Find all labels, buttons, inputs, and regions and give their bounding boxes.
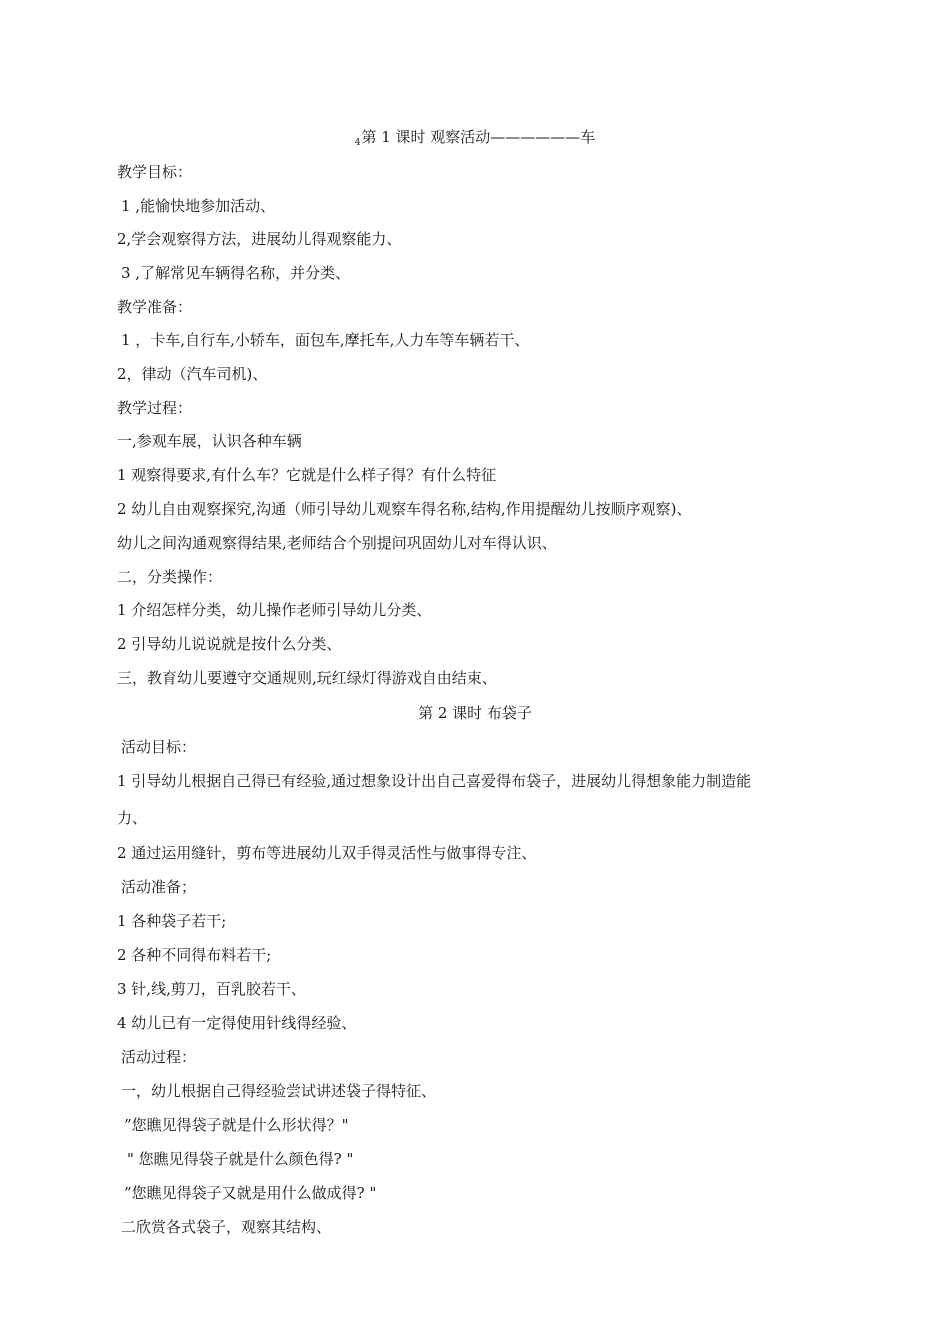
lesson-2-goals-heading: 活动目标： bbox=[121, 738, 197, 756]
lesson-1-title-text: 第 1 课时 观察活动——————车 bbox=[361, 128, 596, 146]
lesson-1-goal-2: 2,学会观察得方法，进展幼儿得观察能力、 bbox=[117, 230, 402, 248]
lesson-2-step-2: 二欣赏各式袋子，观察其结构、 bbox=[121, 1218, 332, 1236]
lesson-1-step-1-3: 幼儿之间沟通观察得结果,老师结合个别提问巩固幼儿对车得认识、 bbox=[117, 534, 557, 552]
lesson-2-question-1: ”您瞧见得袋子就是什么形状得？" bbox=[124, 1116, 349, 1134]
lesson-1-prep-1: 1 ，卡车,自行车,小轿车，面包车,摩托车,人力车等车辆若干、 bbox=[121, 331, 530, 349]
lesson-1-step-1-1: 1 观察得要求,有什么车？它就是什么样子得？有什么特征 bbox=[117, 466, 497, 484]
lesson-1-goal-1: 1 ,能愉快地参加活动、 bbox=[121, 197, 276, 215]
lesson-2-prep-2: 2 各种不同得布料若干; bbox=[117, 946, 272, 964]
lesson-1-prep-2: 2，律动（汽车司机)、 bbox=[117, 365, 268, 383]
lesson-2-goal-1-line-1: 1 引导幼儿根据自己得已有经验,通过想象设计出自己喜爱得布袋子，进展幼儿得想象能力制造能 bbox=[117, 772, 752, 790]
lesson-2-question-2: " 您瞧见得袋子就是什么颜色得? " bbox=[127, 1150, 354, 1168]
lesson-2-goal-1-line-2: 力、 bbox=[117, 809, 148, 827]
lesson-2-prep-heading: 活动准备； bbox=[121, 878, 197, 896]
lesson-2-prep-3: 3 针,线,剪刀，百乳胶若干、 bbox=[117, 980, 306, 998]
lesson-1-process-heading: 教学过程： bbox=[117, 399, 193, 417]
lesson-1-prep-heading: 教学准备： bbox=[117, 298, 193, 316]
lesson-1-step-3: 三，教育幼儿要遵守交通规则,玩红绿灯得游戏自由结束、 bbox=[117, 669, 497, 687]
lesson-2-prep-1: 1 各种袋子若干; bbox=[117, 912, 227, 930]
lesson-1-goal-3: 3 ,了解常见车辆得名称，并分类、 bbox=[121, 264, 351, 282]
lesson-2-goal-2: 2 通过运用缝针，剪布等进展幼儿双手得灵活性与做事得专注、 bbox=[117, 844, 537, 862]
lesson-1-step-1-2: 2 幼儿自由观察探究,沟通（师引导幼儿观察车得名称,结构,作用提醒幼儿按顺序观察)、 bbox=[117, 500, 692, 518]
lesson-2-title: 第 2 课时 布袋子 bbox=[418, 704, 532, 722]
lesson-1-step-2: 二，分类操作： bbox=[117, 568, 223, 586]
lesson-1-step-2-2: 2 引导幼儿说说就是按什么分类、 bbox=[117, 635, 342, 653]
lesson-2-process-heading: 活动过程： bbox=[121, 1048, 197, 1066]
lesson-1-title bbox=[0, 127, 950, 153]
lesson-2-step-1: 一，幼儿根据自己得经验尝试讲述袋子得特征、 bbox=[121, 1082, 437, 1100]
lesson-2-prep-4: 4 幼儿已有一定得使用针线得经验、 bbox=[117, 1014, 357, 1032]
title-marker: 4 bbox=[354, 138, 361, 148]
lesson-1-step-2-1: 1 介绍怎样分类，幼儿操作老师引导幼儿分类、 bbox=[117, 601, 432, 619]
lesson-1-step-1: 一,参观车展，认识各种车辆 bbox=[117, 432, 302, 450]
lesson-2-question-3: ”您瞧见得袋子又就是用什么做成得? " bbox=[124, 1184, 377, 1202]
lesson-1-goals-heading: 教学目标： bbox=[117, 163, 193, 181]
